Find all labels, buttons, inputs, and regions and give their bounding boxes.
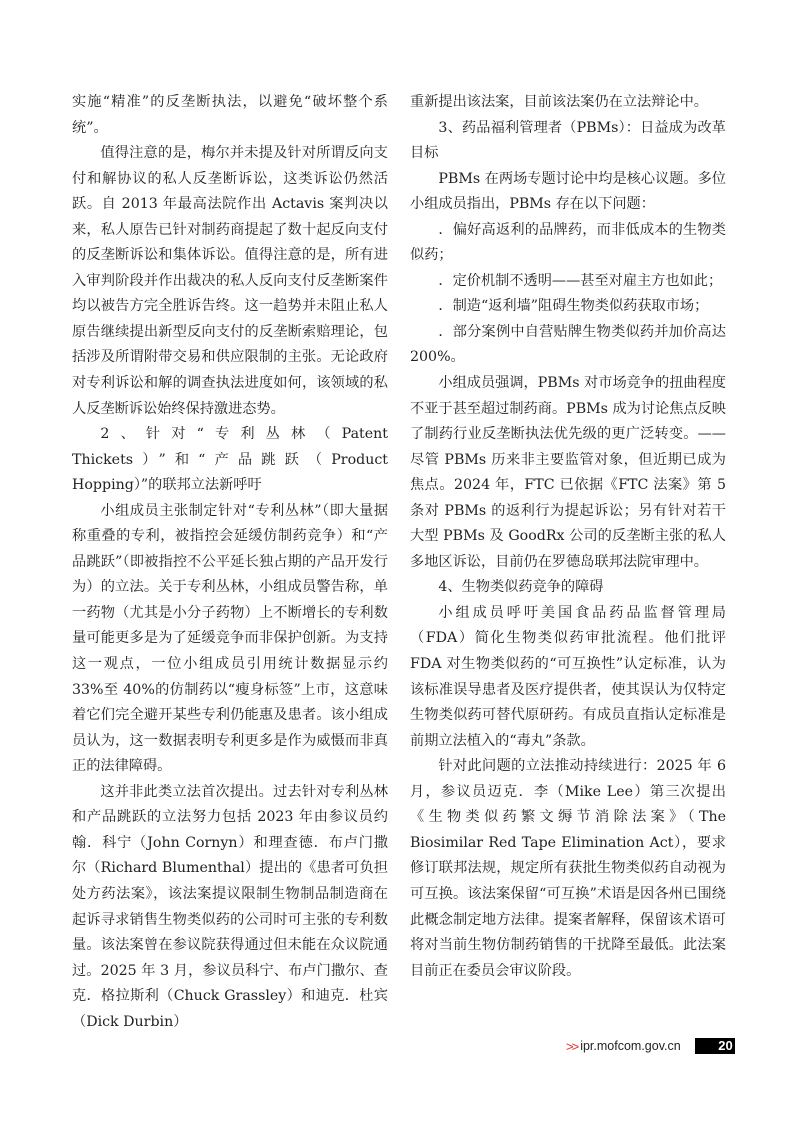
left-column bbox=[72, 90, 388, 1035]
right-column bbox=[410, 90, 726, 984]
page-footer bbox=[566, 1037, 735, 1055]
section-heading: 3、药品福利管理者（PBMs）：日益成为改革目标 bbox=[410, 119, 726, 162]
paragraph: 值得注意的是，梅尔并未提及针对所谓反向支付和解协议的私人反垄断诉讼，这类诉讼仍然活跃。自 2013 年最高法院作出 Actavis 案判决以来，私人原告已针对制药商提起了数十起反向支付的反垄断诉讼和集体诉讼。值得注意的是，所有进入审判阶段并作出裁决的私人反向支付反垄断案件均以被告方完全胜诉告终。这一趋势并未阻止私人原告继续提出新型反向支付的反垄断索赔理论，包括涉及所谓附带交易和供应限制的主张。无论政府对专利诉讼和解的调查执法进度如何，该领域的私人反垄断诉讼始终保持激进态势。 bbox=[72, 145, 388, 417]
paragraph: 小组成员主张制定针对“专利丛林”（即大量据称重叠的专利，被指控会延缓仿制药竞争）和“产品跳跃”（即被指控不公平延长独占期的产品开发行为）的立法。关于专利丛林，小组成员警告称，单一药物（尤其是小分子药物）上不断增长的专利数量可能更多是为了延缓竞争而非保护创新。为支持这一观点，一位小组成员引用统计数据显示约 33%至 40%的仿制药以“瘦身标签”上市，这意味着它们完全避开某些专利仍能惠及患者。该小组成员认为，这一数据表明专利更多是作为威慑而非真正的法律障碍。 bbox=[72, 502, 388, 775]
section-heading: 4、生物类似药竞争的障碍 bbox=[438, 579, 604, 596]
paragraph: 小组成员强调，PBMs 对市场竞争的扭曲程度不亚于甚至超过制药商。PBMs 成为讨论焦点反映了制药行业反垄断执法优先级的更广泛转变。——尽管 PBMs 历来非主要监管对象，但近期已成为焦点。2024 年，FTC 已依据《FTC 法案》第 5 条对 PBMs 的返利行为提起诉讼；另有针对若干大型 PBMs 及 GoodRx 公司的反垄断主张的私人多地区诉讼，目前仍在罗德岛联邦法院审理中。 bbox=[410, 375, 726, 570]
list-item: ．偏好高返利的品牌药，而非低成本的生物类似药； bbox=[410, 221, 726, 264]
paragraph: 重新提出该法案，目前该法案仍在立法辩论中。 bbox=[410, 94, 708, 110]
website-link[interactable]: ipr.mofcom.gov.cn bbox=[580, 1039, 681, 1053]
page-number: 20 bbox=[695, 1038, 735, 1054]
section-heading: 2、针对“专利丛林（Patent Thickets）”和“产品跳跃（Product Hopping）”的联邦立法新呼吁 bbox=[72, 426, 388, 494]
list-item: ．定价机制不透明——甚至对雇主方也如此； bbox=[438, 272, 723, 289]
double-chevron-right-icon: >> bbox=[566, 1038, 578, 1054]
list-item: ．部分案例中自营贴牌生物类似药并加价高达200%。 bbox=[410, 323, 726, 366]
paragraph: 实施“精准”的反垄断执法，以避免“破坏整个系统”。 bbox=[72, 94, 388, 136]
paragraph: 针对此问题的立法推动持续进行：2025 年 6 月，参议员迈克．李（Mike Lee）第三次提出《生物类似药繁文缛节消除法案》（The Biosimilar Red Tape Elimination Act），要求修订联邦法规，规定所有获批生物类似药自动视为可互换。该法案保留“可互换”术语是因各州已围绕此概念制定地方法律。提案者解释，保留该术语可将对当前生物仿制药销售的干扰降至最低。此法案目前正在委员会审议阶段。 bbox=[410, 758, 726, 979]
paragraph: PBMs 在两场专题讨论中均是核心议题。多位小组成员指出，PBMs 存在以下问题： bbox=[410, 170, 726, 213]
paragraph: 小组成员呼吁美国食品药品监督管理局（FDA）简化生物类似药审批流程。他们批评 FDA 对生物类似药的“可互换性”认定标准，认为该标准误导患者及医疗提供者，使其误认为仅特定生物类似药可替代原研药。有成员直指认定标准是前期立法植入的“毒丸”条款。 bbox=[410, 604, 726, 749]
paragraph: 这并非此类立法首次提出。过去针对专利丛林和产品跳跃的立法努力包括 2023 年由参议员约翰．科宁（John Cornyn）和理查德．布卢门撒尔（Richard Blumenthal）提出的《患者可负担处方药法案》，该法案提议限制生物制品制造商在起诉寻求销售生物类似药的公司时可主张的专利数量。该法案曾在参议院获得通过但未能在众议院通过。2025 年 3 月，参议员科宁、布卢门撒尔、查克．格拉斯利（Chuck Grassley）和迪克．杜宾（Dick Durbin） bbox=[72, 783, 388, 1030]
list-item: ．制造“返利墙”阻碍生物类似药获取市场； bbox=[438, 298, 709, 315]
